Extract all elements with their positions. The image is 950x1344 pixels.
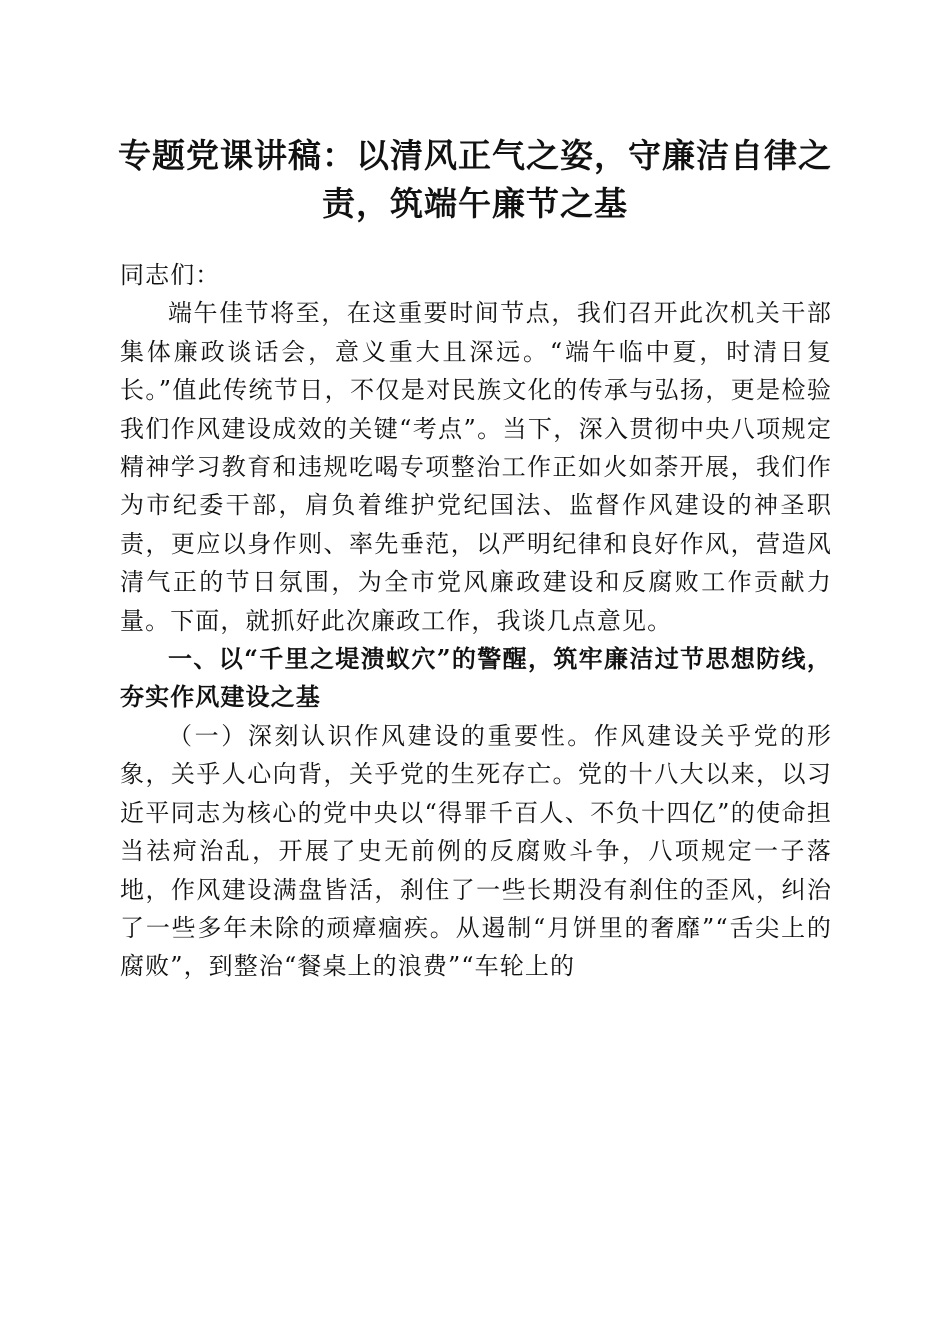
section-1-heading: 一、以“千里之堤溃蚁穴”的警醒，筑牢廉洁过节思想防线，夯实作风建设之基 xyxy=(120,644,832,712)
document-body xyxy=(120,256,832,986)
document-title: 专题党课讲稿：以清风正气之姿，守廉洁自律之责，筑端午廉节之基 xyxy=(118,136,832,223)
subsection-1-paragraph: （一）深刻认识作风建设的重要性。作风建设关乎党的形象，关乎人心向背，关乎党的生死存亡。党的十八大以来，以习近平同志为核心的党中央以“得罪千百人、不负十四亿”的使命担当祛疴治乱，开展了史无前例的反腐败斗争，八项规定一子落地，作风建设满盘皆活，刹住了一些长期没有刹住的歪风，纠治了一些多年未除的顽瘴痼疾。从遏制“月饼里的奢靡”“舌尖上的腐败”，到整治“餐桌上的浪费”“车轮上的 xyxy=(120,721,832,981)
intro-paragraph: 端午佳节将至，在这重要时间节点，我们召开此次机关干部集体廉政谈话会，意义重大且深远。“端午临中夏，时清日复长。”值此传统节日，不仅是对民族文化的传承与弘扬，更是检验我们作风建设成效的关键“考点”。当下，深入贯彻中央八项规定精神学习教育和违规吃喝专项整治工作正如火如荼开展，我们作为市纪委干部，肩负着维护党纪国法、监督作风建设的神圣职责，更应以身作则、率先垂范，以严明纪律和良好作风，营造风清气正的节日氛围，为全市党风廉政建设和反腐败工作贡献力量。下面，就抓好此次廉政工作，我谈几点意见。 xyxy=(120,299,832,635)
salutation: 同志们： xyxy=(120,261,221,289)
